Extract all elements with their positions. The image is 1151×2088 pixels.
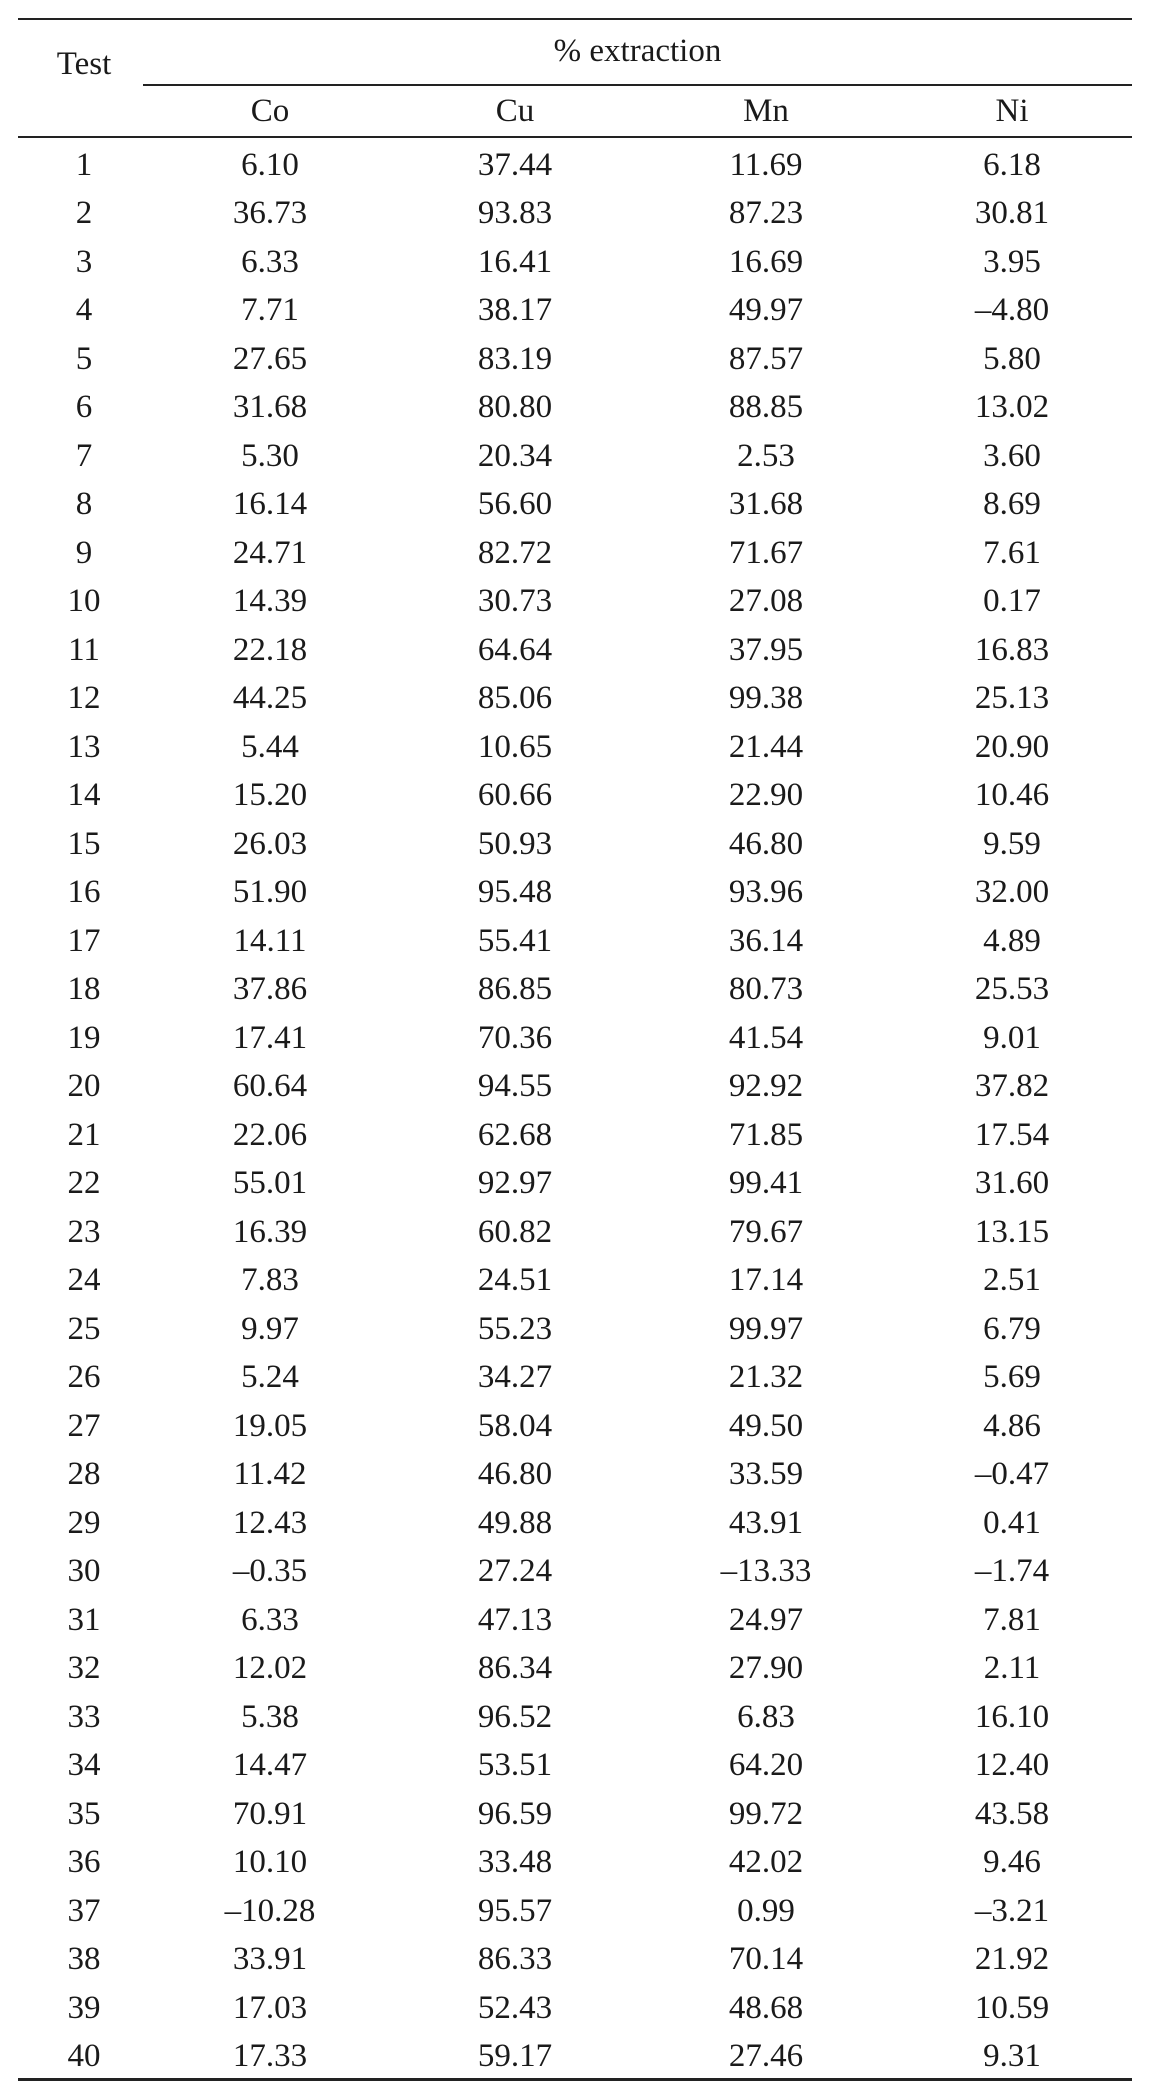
cell-mn: 21.44 (728, 728, 804, 765)
cell-mn: 0.99 (737, 1892, 795, 1929)
cell-test: 28 (67, 1456, 101, 1493)
table-row (18, 917, 1132, 966)
cell-test: 14 (67, 777, 101, 814)
cell-cu: 96.52 (477, 1698, 553, 1735)
cell-cu: 95.57 (477, 1892, 553, 1929)
table-row (18, 1451, 1132, 1500)
cell-test: 17 (67, 922, 101, 959)
cell-co: 36.73 (232, 195, 308, 232)
cell-co: –10.28 (224, 1892, 316, 1929)
table-row (18, 141, 1132, 190)
cell-cu: 24.51 (477, 1262, 553, 1299)
cell-test: 1 (75, 146, 93, 183)
cell-ni: 25.13 (974, 680, 1050, 717)
cell-cu: 53.51 (477, 1747, 553, 1784)
cell-cu: 46.80 (477, 1456, 553, 1493)
cell-mn: 17.14 (728, 1262, 804, 1299)
cell-co: 24.71 (232, 534, 308, 571)
cell-mn: 42.02 (728, 1844, 804, 1881)
cell-ni: 4.89 (983, 922, 1041, 959)
cell-cu: 49.88 (477, 1504, 553, 1541)
cell-cu: 93.83 (477, 195, 553, 232)
table-bottom-rule (18, 2078, 1132, 2081)
cell-co: 44.25 (232, 680, 308, 717)
cell-ni: 37.82 (974, 1068, 1050, 1105)
cell-mn: 33.59 (728, 1456, 804, 1493)
cell-test: 9 (75, 534, 93, 571)
table-row (18, 1208, 1132, 1257)
cell-test: 3 (75, 243, 93, 280)
cell-test: 7 (75, 437, 93, 474)
table-row (18, 1645, 1132, 1694)
cell-ni: –1.74 (974, 1553, 1050, 1590)
cell-test: 39 (67, 1989, 101, 2026)
cell-cu: 70.36 (477, 1019, 553, 1056)
table-row (18, 723, 1132, 772)
cell-test: 4 (75, 292, 93, 329)
table-row (18, 1596, 1132, 1645)
cell-cu: 30.73 (477, 583, 553, 620)
table-row (18, 287, 1132, 336)
cell-ni: 7.61 (983, 534, 1041, 571)
cell-test: 21 (67, 1116, 101, 1153)
cell-co: 17.03 (232, 1989, 308, 2026)
cell-test: 12 (67, 680, 101, 717)
cell-cu: 60.82 (477, 1213, 553, 1250)
cell-ni: 9.31 (983, 2038, 1041, 2075)
cell-co: 6.33 (241, 243, 299, 280)
header-percent-extraction: % extraction (553, 32, 722, 69)
cell-test: 22 (67, 1165, 101, 1202)
column-headers (18, 86, 1132, 136)
cell-mn: 6.83 (737, 1698, 795, 1735)
cell-ni: 13.02 (974, 389, 1050, 426)
cell-co: 70.91 (232, 1795, 308, 1832)
cell-cu: 59.17 (477, 2038, 553, 2075)
table-row (18, 432, 1132, 481)
table-row (18, 1693, 1132, 1742)
cell-co: 17.33 (232, 2038, 308, 2075)
cell-mn: 93.96 (728, 874, 804, 911)
cell-cu: 27.24 (477, 1553, 553, 1590)
table-row (18, 675, 1132, 724)
table-row (18, 1014, 1132, 1063)
cell-mn: 27.90 (728, 1650, 804, 1687)
cell-mn: 21.32 (728, 1359, 804, 1396)
cell-mn: 99.97 (728, 1310, 804, 1347)
cell-ni: 43.58 (974, 1795, 1050, 1832)
cell-test: 11 (68, 631, 100, 668)
table-body (18, 141, 1132, 2081)
cell-cu: 34.27 (477, 1359, 553, 1396)
cell-co: 9.97 (241, 1310, 299, 1347)
cell-test: 29 (67, 1504, 101, 1541)
cell-mn: 87.23 (728, 195, 804, 232)
cell-co: –0.35 (232, 1553, 308, 1590)
table-row (18, 1790, 1132, 1839)
table-row (18, 1354, 1132, 1403)
cell-test: 16 (67, 874, 101, 911)
cell-test: 24 (67, 1262, 101, 1299)
cell-test: 8 (75, 486, 93, 523)
cell-ni: 5.80 (983, 340, 1041, 377)
table-row (18, 481, 1132, 530)
table-row (18, 1063, 1132, 1112)
cell-co: 10.10 (232, 1844, 308, 1881)
cell-test: 5 (75, 340, 93, 377)
cell-cu: 92.97 (477, 1165, 553, 1202)
cell-ni: 9.01 (983, 1019, 1041, 1056)
cell-co: 26.03 (232, 825, 308, 862)
cell-test: 10 (67, 583, 101, 620)
cell-co: 12.43 (232, 1504, 308, 1541)
cell-test: 6 (75, 389, 93, 426)
cell-mn: 11.69 (729, 146, 803, 183)
cell-cu: 55.23 (477, 1310, 553, 1347)
cell-mn: 37.95 (728, 631, 804, 668)
cell-mn: 24.97 (728, 1601, 804, 1638)
cell-test: 38 (67, 1941, 101, 1978)
cell-co: 22.06 (232, 1116, 308, 1153)
cell-ni: –3.21 (974, 1892, 1050, 1929)
cell-cu: 33.48 (477, 1844, 553, 1881)
table-row (18, 966, 1132, 1015)
table-row (18, 1984, 1132, 2033)
cell-test: 18 (67, 971, 101, 1008)
cell-cu: 83.19 (477, 340, 553, 377)
cell-test: 15 (67, 825, 101, 862)
cell-mn: 41.54 (728, 1019, 804, 1056)
cell-cu: 94.55 (477, 1068, 553, 1105)
cell-co: 19.05 (232, 1407, 308, 1444)
cell-co: 17.41 (232, 1019, 308, 1056)
cell-ni: 0.17 (983, 583, 1041, 620)
cell-test: 40 (67, 2038, 101, 2075)
cell-ni: 25.53 (974, 971, 1050, 1008)
cell-test: 25 (67, 1310, 101, 1347)
cell-ni: 17.54 (974, 1116, 1050, 1153)
header-bottom-rule (18, 136, 1132, 138)
cell-cu: 38.17 (477, 292, 553, 329)
cell-cu: 60.66 (477, 777, 553, 814)
cell-test: 36 (67, 1844, 101, 1881)
cell-ni: 30.81 (974, 195, 1050, 232)
cell-co: 51.90 (232, 874, 308, 911)
cell-ni: 13.15 (974, 1213, 1050, 1250)
cell-ni: 6.18 (983, 146, 1041, 183)
table-row (18, 2033, 1132, 2082)
cell-ni: 9.46 (983, 1844, 1041, 1881)
cell-cu: 50.93 (477, 825, 553, 862)
table-row (18, 1742, 1132, 1791)
table-row (18, 238, 1132, 287)
cell-test: 32 (67, 1650, 101, 1687)
cell-cu: 37.44 (477, 146, 553, 183)
cell-mn: 71.67 (728, 534, 804, 571)
cell-ni: 5.69 (983, 1359, 1041, 1396)
cell-ni: 3.95 (983, 243, 1041, 280)
cell-mn: –13.33 (720, 1553, 812, 1590)
cell-mn: 16.69 (728, 243, 804, 280)
cell-mn: 48.68 (728, 1989, 804, 2026)
cell-ni: 21.92 (974, 1941, 1050, 1978)
table-row (18, 1499, 1132, 1548)
cell-ni: 6.79 (983, 1310, 1041, 1347)
cell-ni: 2.11 (983, 1650, 1041, 1687)
cell-co: 27.65 (232, 340, 308, 377)
header-mn: Mn (743, 92, 789, 129)
cell-co: 55.01 (232, 1165, 308, 1202)
header-co: Co (250, 92, 290, 129)
cell-cu: 64.64 (477, 631, 553, 668)
table-row (18, 772, 1132, 821)
cell-ni: 9.59 (983, 825, 1041, 862)
cell-cu: 86.33 (477, 1941, 553, 1978)
cell-mn: 99.72 (728, 1795, 804, 1832)
cell-ni: 0.41 (983, 1504, 1041, 1541)
cell-test: 30 (67, 1553, 101, 1590)
cell-cu: 10.65 (477, 728, 553, 765)
cell-mn: 27.08 (728, 583, 804, 620)
cell-test: 34 (67, 1747, 101, 1784)
cell-co: 60.64 (232, 1068, 308, 1105)
header-test: Test (56, 46, 112, 82)
cell-mn: 71.85 (728, 1116, 804, 1153)
cell-co: 11.42 (233, 1456, 307, 1493)
table-row (18, 384, 1132, 433)
cell-mn: 79.67 (728, 1213, 804, 1250)
cell-ni: 32.00 (974, 874, 1050, 911)
cell-mn: 88.85 (728, 389, 804, 426)
cell-ni: –4.80 (974, 292, 1050, 329)
cell-mn: 43.91 (728, 1504, 804, 1541)
cell-mn: 46.80 (728, 825, 804, 862)
cell-co: 31.68 (232, 389, 308, 426)
cell-co: 14.39 (232, 583, 308, 620)
table-row (18, 1936, 1132, 1985)
cell-mn: 64.20 (728, 1747, 804, 1784)
cell-co: 14.11 (233, 922, 307, 959)
cell-cu: 86.34 (477, 1650, 553, 1687)
table-row (18, 529, 1132, 578)
cell-cu: 82.72 (477, 534, 553, 571)
cell-mn: 2.53 (737, 437, 795, 474)
cell-co: 16.39 (232, 1213, 308, 1250)
cell-co: 5.44 (241, 728, 299, 765)
cell-mn: 49.50 (728, 1407, 804, 1444)
cell-ni: 31.60 (974, 1165, 1050, 1202)
cell-cu: 52.43 (477, 1989, 553, 2026)
cell-ni: 10.46 (974, 777, 1050, 814)
cell-co: 6.10 (241, 146, 299, 183)
table-row (18, 1402, 1132, 1451)
table-row (18, 1111, 1132, 1160)
cell-co: 14.47 (232, 1747, 308, 1784)
cell-ni: 16.83 (974, 631, 1050, 668)
table-row (18, 578, 1132, 627)
cell-cu: 86.85 (477, 971, 553, 1008)
cell-mn: 87.57 (728, 340, 804, 377)
cell-mn: 99.41 (728, 1165, 804, 1202)
table-row (18, 820, 1132, 869)
cell-mn: 22.90 (728, 777, 804, 814)
cell-ni: 8.69 (983, 486, 1041, 523)
table-row (18, 335, 1132, 384)
cell-co: 6.33 (241, 1601, 299, 1638)
cell-test: 26 (67, 1359, 101, 1396)
cell-test: 2 (75, 195, 93, 232)
cell-cu: 16.41 (477, 243, 553, 280)
table-row (18, 1839, 1132, 1888)
cell-test: 13 (67, 728, 101, 765)
cell-test: 33 (67, 1698, 101, 1735)
cell-co: 5.24 (241, 1359, 299, 1396)
cell-mn: 70.14 (728, 1941, 804, 1978)
cell-mn: 92.92 (728, 1068, 804, 1105)
cell-mn: 27.46 (728, 2038, 804, 2075)
cell-ni: 3.60 (983, 437, 1041, 474)
cell-test: 20 (67, 1068, 101, 1105)
cell-co: 33.91 (232, 1941, 308, 1978)
header-ni: Ni (995, 92, 1029, 129)
cell-co: 12.02 (232, 1650, 308, 1687)
cell-ni: 2.51 (983, 1262, 1041, 1299)
cell-ni: 7.81 (983, 1601, 1041, 1638)
cell-co: 7.71 (241, 292, 299, 329)
cell-cu: 96.59 (477, 1795, 553, 1832)
cell-ni: 10.59 (974, 1989, 1050, 2026)
cell-ni: 4.86 (983, 1407, 1041, 1444)
cell-mn: 99.38 (728, 680, 804, 717)
cell-test: 27 (67, 1407, 101, 1444)
cell-cu: 58.04 (477, 1407, 553, 1444)
cell-mn: 80.73 (728, 971, 804, 1008)
table-row (18, 1160, 1132, 1209)
table-row (18, 1887, 1132, 1936)
cell-co: 5.38 (241, 1698, 299, 1735)
cell-cu: 95.48 (477, 874, 553, 911)
cell-co: 37.86 (232, 971, 308, 1008)
cell-mn: 31.68 (728, 486, 804, 523)
cell-co: 15.20 (232, 777, 308, 814)
cell-test: 19 (67, 1019, 101, 1056)
cell-mn: 36.14 (728, 922, 804, 959)
cell-ni: 16.10 (974, 1698, 1050, 1735)
cell-test: 35 (67, 1795, 101, 1832)
cell-cu: 55.41 (477, 922, 553, 959)
cell-test: 23 (67, 1213, 101, 1250)
cell-cu: 20.34 (477, 437, 553, 474)
table-row (18, 869, 1132, 918)
header-cu: Cu (495, 92, 535, 129)
cell-co: 5.30 (241, 437, 299, 474)
cell-co: 16.14 (232, 486, 308, 523)
cell-cu: 80.80 (477, 389, 553, 426)
cell-co: 7.83 (241, 1262, 299, 1299)
table-row (18, 1257, 1132, 1306)
cell-mn: 49.97 (728, 292, 804, 329)
table-row (18, 1548, 1132, 1597)
cell-test: 37 (67, 1892, 101, 1929)
cell-cu: 62.68 (477, 1116, 553, 1153)
cell-co: 22.18 (232, 631, 308, 668)
table-row (18, 1305, 1132, 1354)
cell-cu: 56.60 (477, 486, 553, 523)
cell-cu: 47.13 (477, 1601, 553, 1638)
cell-ni: 12.40 (974, 1747, 1050, 1784)
table-row (18, 626, 1132, 675)
cell-ni: 20.90 (974, 728, 1050, 765)
cell-cu: 85.06 (477, 680, 553, 717)
cell-ni: –0.47 (974, 1456, 1050, 1493)
table-row (18, 190, 1132, 239)
cell-test: 31 (67, 1601, 101, 1638)
